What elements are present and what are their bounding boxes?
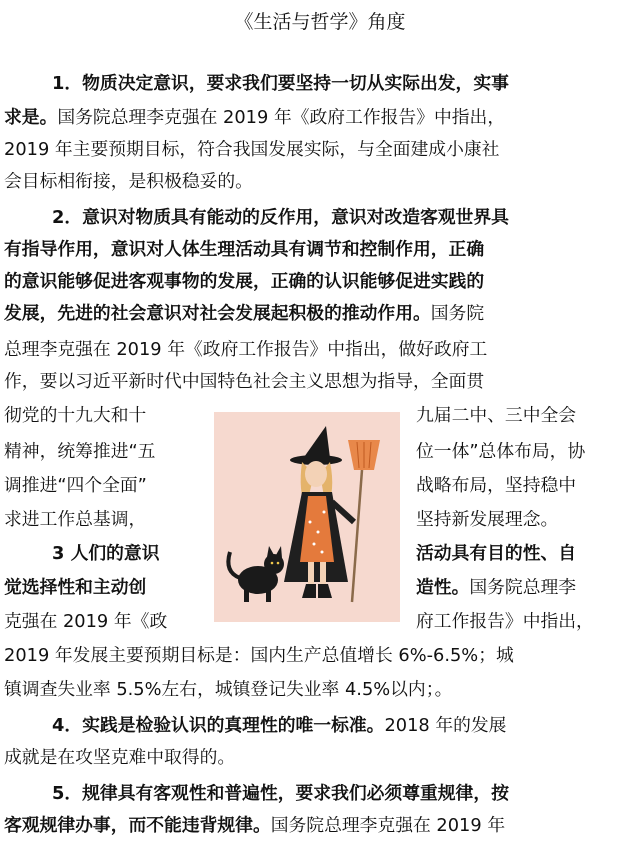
para1-line4: 会目标相衔接，是积极稳妥的。 (4, 171, 253, 192)
para5-line1: 5．规律具有客观性和普遍性，要求我们必须尊重规律，按 (52, 783, 509, 804)
para3-right-line1: 活动具有目的性、自 (416, 543, 577, 564)
para3-right-line2: 造性。国务院总理李 (416, 577, 577, 598)
para3-line2: 镇调查失业率 5.5%左右，城镇登记失业率 4.5%以内；。 (4, 679, 453, 700)
para1-line1: 1．物质决定意识，要求我们要坚持一切从实际出发，实事 (52, 73, 509, 94)
para4-line2: 成就是在攻坚克难中取得的。 (4, 747, 236, 768)
page-title: 《生活与哲学》角度 (234, 11, 406, 33)
para5-line2: 客观规律办事，而不能违背规律。国务院总理李克强在 2019 年 (4, 815, 506, 836)
para2-left-line2: 精神，统筹推进“五 (4, 441, 156, 462)
para2-right-line2: 位一体”总体布局，协 (416, 441, 586, 462)
para2-right-line1: 九届二中、三中全会 (416, 405, 577, 426)
para1-line2-rest: 国务院总理李克强在 2019 年《政府工作报告》中指出， (57, 107, 506, 128)
para2-line5: 总理李克强在 2019 年《政府工作报告》中指出，做好政府工 (4, 339, 488, 360)
para2-line4: 发展，先进的社会意识对社会发展起积极的推动作用。国务院 (4, 303, 485, 324)
para3-left-line2: 觉选择性和主动创 (4, 577, 147, 598)
para3-left-line3: 克强在 2019 年《政 (4, 611, 168, 632)
para1-line2: 求是。国务院总理李克强在 2019 年《政府工作报告》中指出， (4, 107, 506, 128)
para2-line2: 有指导作用，意识对人体生理活动具有调节和控制作用，正确 (4, 239, 485, 260)
para3-line1: 2019 年发展主要预期目标是：国内生产总值增长 6%-6.5%；城 (4, 645, 514, 666)
para2-left-line3: 调推进“四个全面” (4, 475, 147, 496)
para4-line1: 4．实践是检验认识的真理性的唯一标准。2018 年的发展 (52, 715, 507, 736)
para2-right-line3: 战略布局，坚持稳中 (416, 475, 577, 496)
para2-line3: 的意识能够促进客观事物的发展，正确的认识能够促进实践的 (4, 271, 485, 292)
para2-right-line4: 坚持新发展理念。 (416, 509, 559, 530)
para2-left-line4: 求进工作总基调， (4, 509, 147, 530)
para1-line3: 2019 年主要预期目标，符合我国发展实际，与全面建成小康社 (4, 139, 500, 160)
para3-left-line1: 3 人们的意识 (52, 543, 160, 564)
witch-illustration (214, 412, 400, 622)
para3-right-line3: 府工作报告》中指出， (416, 611, 594, 632)
para2-left-line1: 彻党的十九大和十 (4, 405, 147, 426)
para2-line6: 作，要以习近平新时代中国特色社会主义思想为指导，全面贯 (4, 371, 485, 392)
para2-line1: 2．意识对物质具有能动的反作用，意识对改造客观世界具 (52, 207, 509, 228)
witch-with-broom-and-black-cat-icon (214, 412, 400, 622)
